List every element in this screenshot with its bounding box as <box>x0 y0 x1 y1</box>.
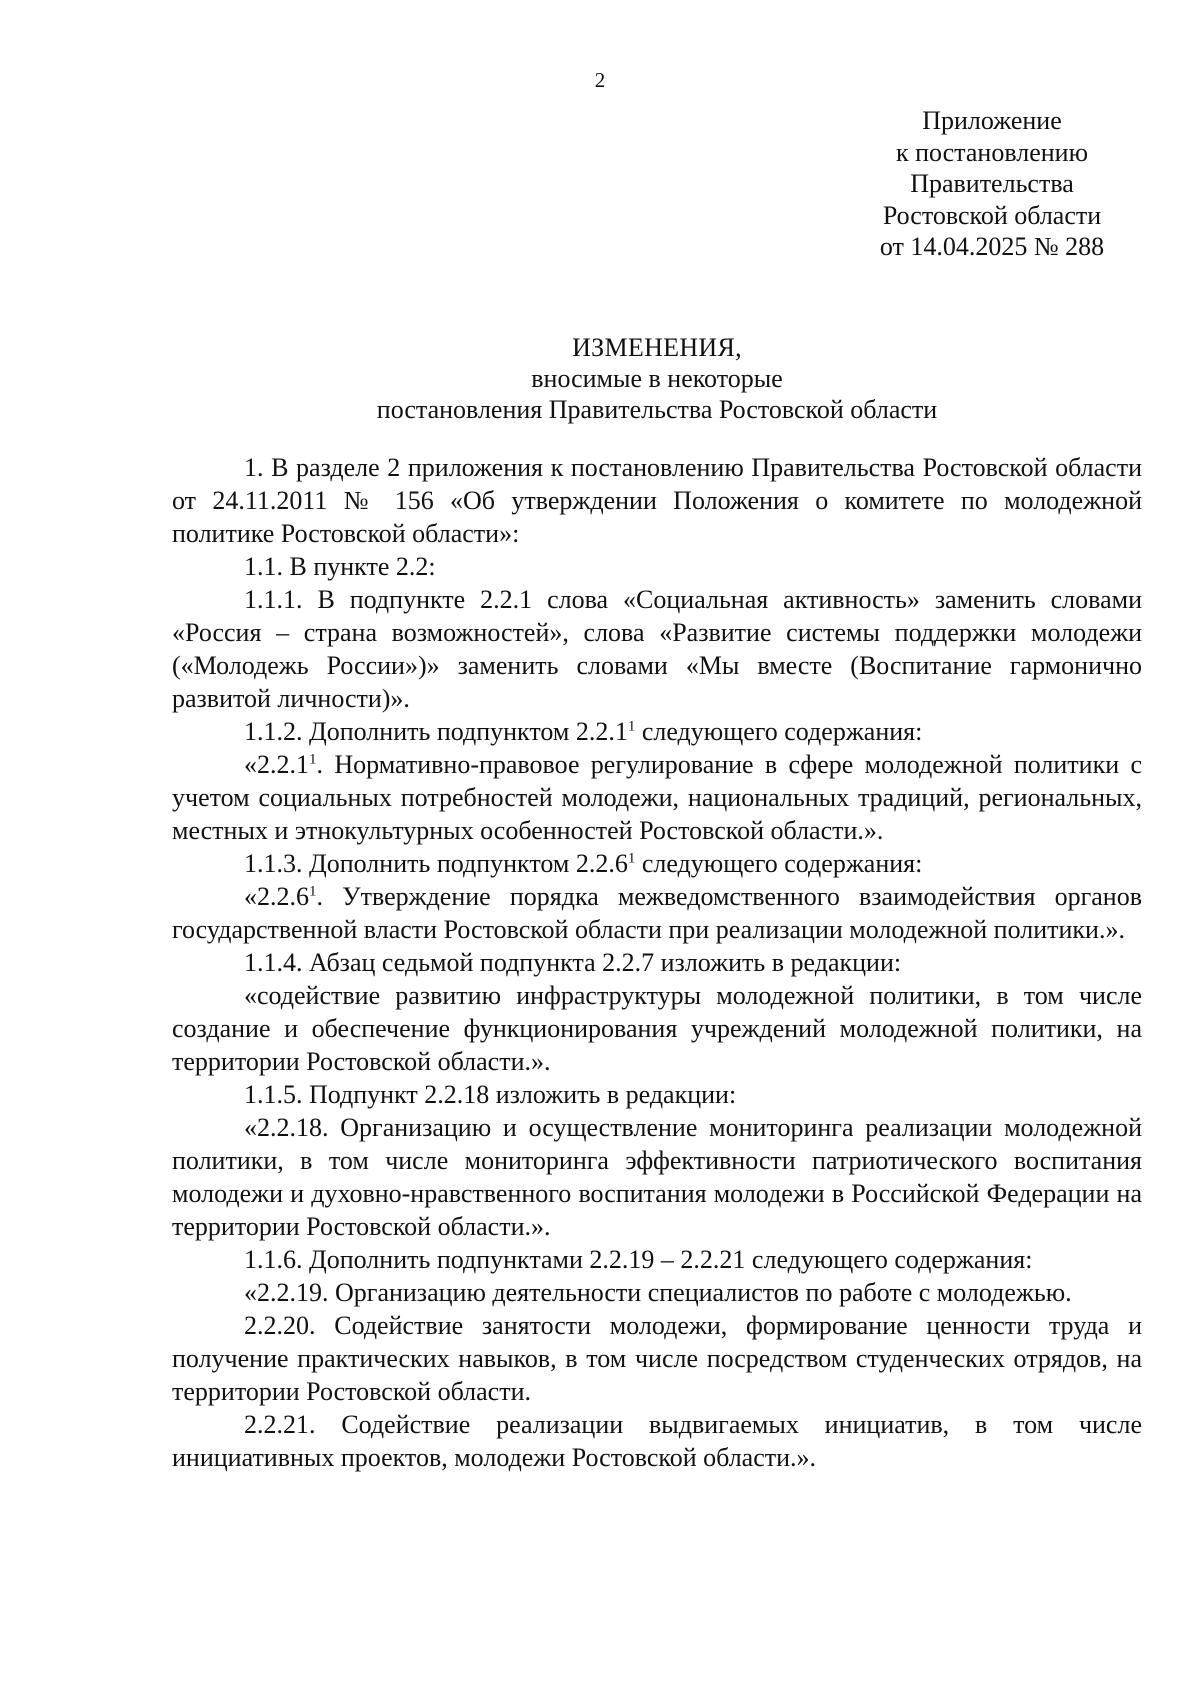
paragraph: 2.2.20. Содействие занятости молодежи, формирование ценности труда и получение практических навыков, в том числе посредством студенческих отрядов, на территории Ростовской области. <box>172 1311 1142 1406</box>
paragraph <box>172 748 1142 847</box>
paragraph-text: 1.1.2. Дополнить подпунктом 2.2.1 <box>244 717 628 746</box>
paragraph: «2.2.18. Организацию и осуществление мониторинга реализации молодежной политики, в том числе мониторинга эффективности патриотического воспитания молодежи и духовно-нравственного воспитания молодежи в Российской Федерации на территории Ростовской области.». <box>172 1113 1142 1241</box>
appendix-line: к постановлению <box>895 137 1089 167</box>
paragraph: 2.2.21. Содействие реализации выдвигаемых инициатив, в том числе инициативных проектов, молодежи Ростовской области.». <box>172 1410 1142 1472</box>
paragraph-text: следующего содержания: <box>635 849 923 878</box>
paragraph: «2.2.19. Организацию деятельности специалистов по работе с молодежью. <box>244 1278 1072 1307</box>
paragraph-text: «2.2.6 <box>244 882 309 911</box>
paragraph: 1.1.6. Дополнить подпунктами 2.2.19 – 2.2.21 следующего содержания: <box>244 1245 1033 1274</box>
superscript: 1 <box>309 883 317 900</box>
document-title: ИЗМЕНЕНИЯ, <box>572 333 742 362</box>
appendix-line: Ростовской области <box>882 200 1102 230</box>
paragraph-text: следующего содержания: <box>635 717 923 746</box>
paragraph-text: 1.1.3. Дополнить подпунктом 2.2.6 <box>244 849 628 878</box>
paragraph: 1.1. В пункте 2.2: <box>244 552 436 581</box>
superscript: 1 <box>309 751 317 768</box>
appendix-line: Правительства <box>910 169 1074 198</box>
document-subtitle: постановления Правительства Ростовской области <box>376 395 938 424</box>
paragraph: 1.1.5. Подпункт 2.2.18 изложить в редакции: <box>244 1080 737 1109</box>
document-subtitle: вносимые в некоторые <box>531 364 783 393</box>
document-body <box>172 451 1142 1474</box>
paragraph <box>172 847 1142 880</box>
superscript: 1 <box>627 850 636 867</box>
paragraph <box>172 880 1142 946</box>
appendix-note <box>842 105 1142 263</box>
document-heading <box>0 332 1200 425</box>
paragraph-text: . Нормативно-правовое регулирование в сфере молодежной политики с учетом социальных потребностей молодежи, национальных традиций, региональных, местных и этнокультурных особенностей Ростовской области.». <box>172 750 1142 845</box>
paragraph: 1.1.4. Абзац седьмой подпункта 2.2.7 изложить в редакции: <box>244 948 902 977</box>
paragraph: 1. В разделе 2 приложения к постановлению Правительства Ростовской области от 24.11.2011 № 156 «Об утверждении Положения о комитете по молодежной политике Ростовской области»: <box>172 453 1142 548</box>
page-number: 2 <box>594 68 606 92</box>
appendix-line: от 14.04.2025 № 288 <box>879 232 1105 261</box>
appendix-line: Приложение <box>922 106 1062 135</box>
paragraph-text: «2.2.1 <box>244 750 309 779</box>
paragraph: «содействие развитию инфраструктуры молодежной политики, в том числе создание и обеспечение функционирования учреждений молодежной политики, на территории Ростовской области.». <box>172 981 1142 1076</box>
paragraph-text: . Утверждение порядка межведомственного взаимодействия органов государственной власти Ростовской области при реализации молодежной политики.». <box>172 882 1142 944</box>
superscript: 1 <box>627 718 636 735</box>
paragraph <box>172 715 1142 748</box>
paragraph: 1.1.1. В подпункте 2.2.1 слова «Социальная активность» заменить словами «Россия – страна возможностей», слова «Развитие системы поддержки молодежи («Молодежь России»)» заменить словами «Мы вместе (Воспитание гармонично развитой личности)». <box>172 585 1142 713</box>
